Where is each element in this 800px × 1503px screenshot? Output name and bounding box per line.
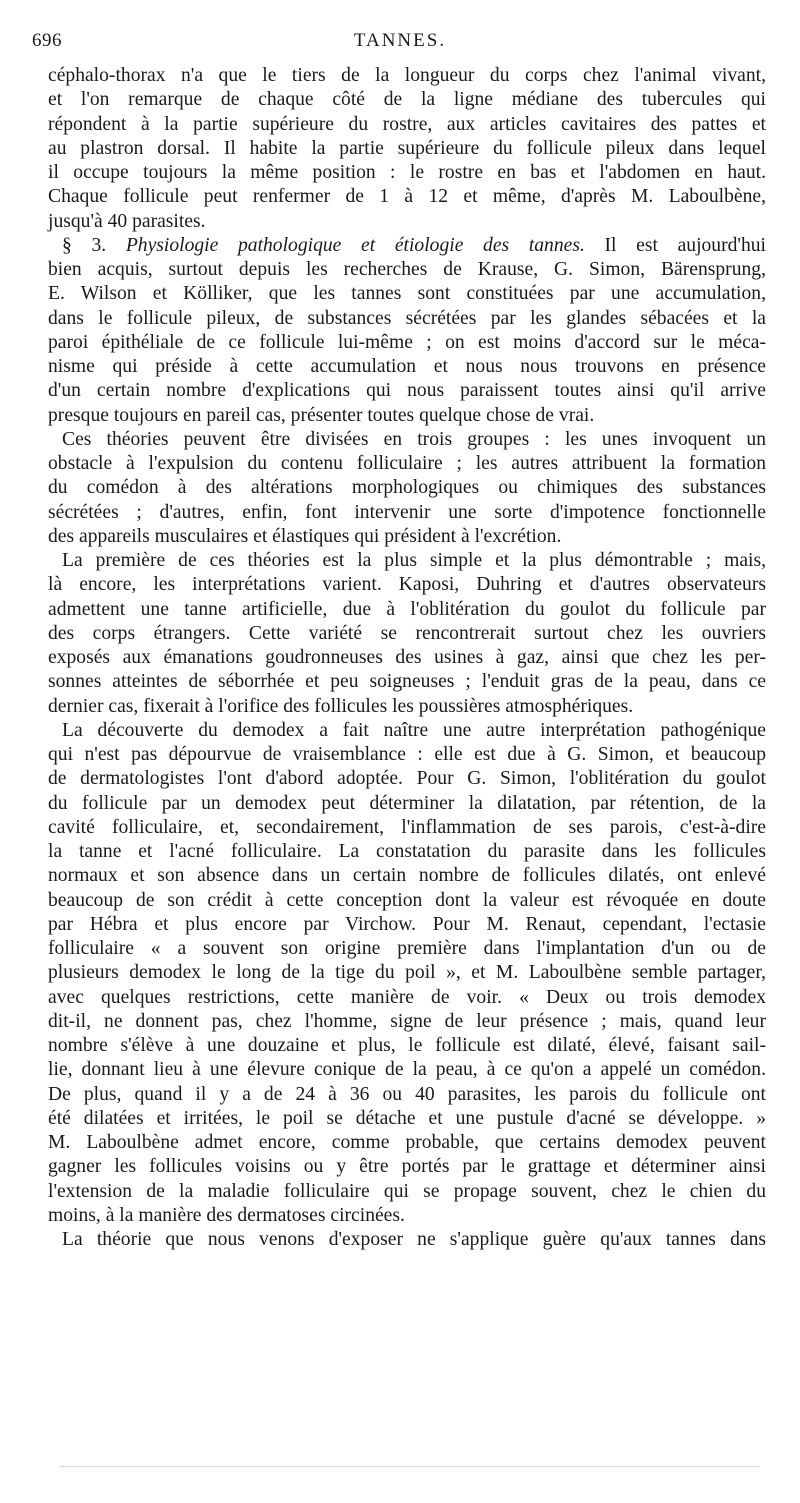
text-line: d'un certain nombre d'explications qui nous paraissent toutes ainsi qu'il arrive — [48, 380, 766, 402]
text-line: des corps étrangers. Cette variété se rencontrerait surtout chez les ouvriers — [48, 622, 766, 644]
page-header — [30, 30, 770, 56]
text-line: du follicule par un demodex peut déterminer la dilatation, par rétention, de la — [48, 792, 766, 814]
text-line: De plus, quand il y a de 24 à 36 ou 40 parasites, les parois du follicule ont — [48, 1083, 766, 1105]
text-line: beaucoup de son crédit à cette conception dont la valeur est révoquée en doute — [48, 889, 766, 911]
text-line: il occupe toujours la même position : le rostre en bas et l'abdomen en haut. — [48, 162, 766, 183]
text-line: La découverte du demodex a fait naître une autre interprétation pathogénique — [62, 719, 766, 741]
text-line: du comédon à des altérations morphologiques ou chimiques des substances — [48, 477, 766, 499]
text-line: nisme qui préside à cette accumulation et nous nous trouvons en présence — [48, 356, 766, 377]
text-line: sécrétées ; d'autres, enfin, font intervenir une sorte d'impotence fonctionnelle — [48, 501, 766, 523]
section-title: Physiologie pathologique et étiologie des tannes. — [125, 234, 585, 256]
text-line: exposés aux émanations goudronneuses des usines à gaz, ainsi que chez les per- — [48, 647, 766, 668]
text-line: La théorie que nous venons d'exposer ne s'applique guère qu'aux tannes dans — [62, 1229, 766, 1250]
text-line: paroi épithéliale de ce follicule lui-même ; on est moins d'accord sur le méca- — [48, 331, 766, 353]
paragraph — [48, 549, 766, 719]
paragraph-section-3 — [48, 234, 766, 428]
text-line: folliculaire « a souvent son origine première dans l'implantation d'un ou de — [48, 938, 766, 959]
page-number: 696 — [32, 30, 62, 51]
text-line: qui n'est pas dépourvue de vraisemblance : elle est due à G. Simon, et beaucoup — [48, 744, 766, 765]
text-line: là encore, les interprétations varient. Kaposi, Duhring et d'autres observateurs — [48, 574, 766, 596]
text-line: admettent une tanne artificielle, due à l'oblitération du goulot du follicule par — [48, 598, 766, 620]
text-line: l'extension de la maladie folliculaire qui se propage souvent, chez le chien du — [48, 1180, 766, 1202]
text-line: Chaque follicule peut renfermer de 1 à 12 et même, d'après M. Laboulbène, — [48, 186, 766, 208]
text-line: jusqu'à 40 parasites. — [48, 210, 206, 232]
text-line: M. Laboulbène admet encore, comme probable, que certains demodex peuvent — [48, 1132, 766, 1153]
text-line: Ces théories peuvent être divisées en trois groupes : les unes invoquent un — [62, 428, 766, 450]
running-head: TANNES. — [353, 30, 447, 51]
text-line: gagner les follicules voisins ou y être portés par le grattage et déterminer ainsi — [48, 1156, 766, 1178]
text-line: la tanne et l'acné folliculaire. La constatation du parasite dans les follicules — [48, 841, 766, 862]
text-line: par Hébra et plus encore par Virchow. Pour M. Renaut, cependant, l'ectasie — [48, 913, 766, 935]
text-line: La première de ces théories est la plus simple et la plus démontrable ; mais, — [62, 550, 766, 571]
text-line: dans le follicule pileux, de substances sécrétées par les glandes sébacées et la — [48, 307, 766, 329]
text-line: presque toujours en pareil cas, présenter toutes quelque chose de vrai. — [48, 404, 595, 426]
text-line: dernier cas, fixerait à l'orifice des follicules les poussières atmosphériques. — [48, 695, 634, 717]
text-line: nombre s'élève à une douzaine et plus, le follicule est dilaté, élevé, faisant sail- — [48, 1035, 766, 1056]
text-line: et l'on remarque de chaque côté de la ligne médiane des tubercules qui — [48, 89, 766, 111]
text-line: obstacle à l'expulsion du contenu folliculaire ; les autres attribuent la formation — [48, 453, 766, 474]
text-line: céphalo-thorax n'a que le tiers de la longueur du corps chez l'animal vivant, — [48, 65, 766, 86]
text-line: de dermatologistes l'ont d'abord adoptée. Pour G. Simon, l'oblitération du goulot — [48, 768, 766, 790]
section-mark: § 3. — [62, 234, 107, 256]
text-line: plusieurs demodex le long de la tige du poil », et M. Laboulbène semble partager, — [48, 962, 766, 984]
text-line: cavité folliculaire, et, secondairement, l'inflammation de ses parois, c'est-à-dire — [48, 816, 766, 838]
text-line: été dilatées et irritées, le poil se détache et une pustule d'acné se développe. » — [48, 1107, 766, 1129]
text-line: normaux et son absence dans un certain nombre de follicules dilatés, ont enlevé — [48, 865, 766, 887]
paragraph — [48, 719, 766, 1228]
paragraph-continuation — [48, 64, 766, 234]
paragraph — [48, 428, 766, 549]
section-heading-line — [48, 234, 766, 258]
text-fragment: Il est aujourd'hui — [584, 234, 766, 256]
body-text — [48, 64, 766, 1252]
text-line: E. Wilson et Kölliker, que les tannes sont constituées par une accumulation, — [48, 283, 766, 305]
text-line: bien acquis, surtout depuis les recherches de Krause, G. Simon, Bärensprung, — [48, 259, 766, 280]
paragraph — [48, 1228, 766, 1252]
text-line: avec quelques restrictions, cette manière de voir. « Deux ou trois demodex — [48, 986, 766, 1008]
text-line: dit-il, ne donnent pas, chez l'homme, signe de leur présence ; mais, quand leur — [48, 1010, 766, 1032]
text-line: répondent à la partie supérieure du rostre, aux articles cavitaires des pattes et — [48, 113, 766, 135]
text-line: lie, donnant lieu à une élevure conique de la peau, à ce qu'on a appelé un comédon. — [48, 1059, 766, 1081]
text-line: au plastron dorsal. Il habite la partie supérieure du follicule pileux dans lequel — [48, 137, 766, 159]
text-line: moins, à la manière des dermatoses circinées. — [48, 1204, 405, 1226]
text-line: sonnes atteintes de séborrhée et peu soigneuses ; l'enduit gras de la peau, dans ce — [48, 671, 766, 693]
footer-rule — [60, 1466, 760, 1468]
text-line: des appareils musculaires et élastiques qui président à l'excrétion. — [48, 525, 562, 547]
